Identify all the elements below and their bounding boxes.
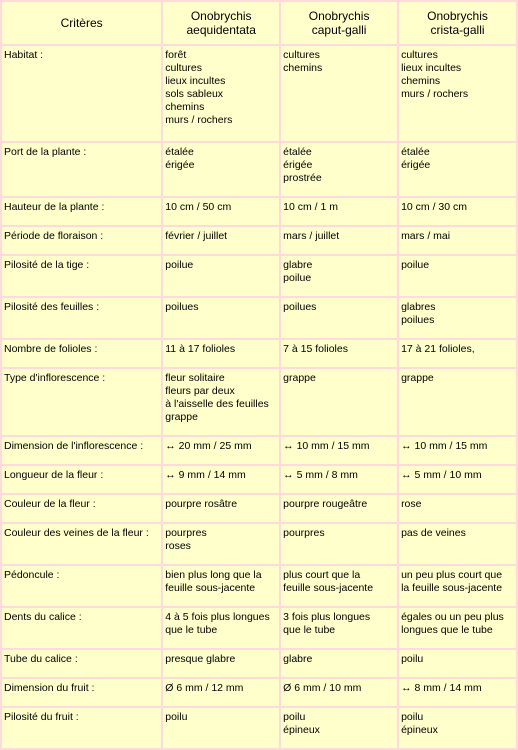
value-line: grappe (401, 372, 434, 384)
criterion-value (163, 524, 279, 564)
criterion-value (399, 198, 516, 225)
criterion-label: Période de floraison : (2, 227, 161, 254)
species-header-caput-galli (281, 2, 397, 44)
criterion-value (281, 227, 397, 254)
criterion-value (399, 369, 516, 435)
value-line: épineux (283, 724, 320, 736)
value-line: poilues (401, 314, 435, 326)
species-epithet: crista-galli (430, 23, 485, 37)
value-line: mars / mai (401, 230, 451, 242)
criterion-value (163, 495, 279, 522)
species-header-crista-galli (399, 2, 516, 44)
value-line: 3 fois plus longues (283, 611, 371, 623)
criterion-value (281, 340, 397, 367)
value-line: février / juillet (165, 230, 228, 242)
criterion-value (163, 466, 279, 493)
species-header-aequidentata (163, 2, 279, 44)
table-row (2, 369, 516, 435)
value-line: feuille sous-jacente (283, 582, 374, 594)
species-epithet: caput-galli (311, 23, 367, 37)
value-line: cultures (283, 49, 320, 61)
value-line: Ø 6 mm / 10 mm (283, 682, 362, 694)
table-row (2, 437, 516, 464)
table-row (2, 466, 516, 493)
criterion-label: Longueur de la fleur : (2, 466, 161, 493)
value-line: cultures (165, 62, 203, 74)
criterion-value (281, 495, 397, 522)
value-line: ↔ 10 mm / 15 mm (401, 440, 488, 452)
criterion-value (399, 143, 516, 196)
value-line: poilu (401, 653, 424, 665)
value-line: longues que le tube (401, 624, 493, 636)
criterion-label: Dimension du fruit : (2, 679, 161, 706)
criterion-value (281, 566, 397, 606)
value-line: glabre (283, 653, 313, 665)
table-row (2, 227, 516, 254)
species-genus: Onobrychis (308, 9, 370, 23)
value-line: fleur solitaire (165, 372, 225, 384)
species-epithet: aequidentata (186, 23, 256, 37)
value-line: 11 à 17 folioles (165, 343, 236, 355)
criterion-value (281, 466, 397, 493)
value-line: la feuille sous-jacente (401, 582, 503, 594)
value-line: pourpres (283, 527, 325, 539)
table-row (2, 198, 516, 225)
value-line: pourpre rosâtre (165, 498, 238, 510)
table-row (2, 679, 516, 706)
criterion-value (281, 198, 397, 225)
value-line: ↔ 9 mm / 14 mm (165, 469, 246, 481)
value-line: 4 à 5 fois plus longues (165, 611, 270, 623)
value-line: sols sableux (165, 88, 224, 100)
value-line: forêt (165, 49, 187, 61)
criteria-header: Critères (2, 2, 161, 44)
criterion-value (399, 437, 516, 464)
value-line: prostrée (283, 172, 322, 184)
value-line: ↔ 20 mm / 25 mm (165, 440, 252, 452)
table-row (2, 340, 516, 367)
criterion-value (399, 650, 516, 677)
value-line: étalée (401, 146, 430, 158)
value-line: 10 cm / 30 cm (401, 201, 468, 213)
criterion-label: Hauteur de la plante : (2, 198, 161, 225)
table-row (2, 495, 516, 522)
criterion-value (399, 340, 516, 367)
criterion-value (281, 298, 397, 338)
value-line: poilue (165, 259, 194, 271)
value-line: 10 cm / 50 cm (165, 201, 232, 213)
value-line: Ø 6 mm / 12 mm (165, 682, 244, 694)
value-line: pourpre rougeâtre (283, 498, 368, 510)
value-line: bien plus long que la (165, 569, 262, 581)
value-line: grappe (165, 411, 198, 423)
criterion-label: Pédoncule : (2, 566, 161, 606)
value-line: érigée (283, 159, 313, 171)
value-line: 17 à 21 folioles, (401, 343, 475, 355)
value-line: fleurs par deux (165, 385, 235, 397)
value-line: feuille sous-jacente (165, 582, 256, 594)
value-line: 7 à 15 folioles (283, 343, 348, 355)
criterion-label: Nombre de folioles : (2, 340, 161, 367)
criterion-value (399, 46, 516, 141)
criterion-value (163, 566, 279, 606)
criterion-value (281, 143, 397, 196)
criterion-value (399, 495, 516, 522)
table-row (2, 708, 516, 748)
value-line: 10 cm / 1 m (283, 201, 339, 213)
criterion-value (163, 608, 279, 648)
value-line: grappe (283, 372, 316, 384)
value-line: ↔ 10 mm / 15 mm (283, 440, 370, 452)
criterion-label: Couleur des veines de la fleur : (2, 524, 161, 564)
value-line: pas de veines (401, 527, 466, 539)
value-line: mars / juillet (283, 230, 340, 242)
value-line: poilues (283, 301, 317, 313)
criterion-label: Type d'inflorescence : (2, 369, 161, 435)
value-line: poilues (165, 301, 199, 313)
value-line: érigée (165, 159, 195, 171)
value-line: glabres (401, 301, 436, 313)
criterion-value (281, 650, 397, 677)
criterion-value (281, 708, 397, 748)
species-genus: Onobrychis (190, 9, 252, 23)
value-line: à l'aisselle des feuilles (165, 398, 269, 410)
value-line: plus court que la (283, 569, 361, 581)
table-row (2, 608, 516, 648)
criterion-value (281, 46, 397, 141)
criterion-value (163, 143, 279, 196)
value-line: étalée (165, 146, 194, 158)
value-line: pourpres (165, 527, 207, 539)
value-line: murs / rochers (401, 88, 469, 100)
criterion-label: Pilosité des feuilles : (2, 298, 161, 338)
criterion-value (281, 524, 397, 564)
value-line: que le tube (165, 624, 218, 636)
criterion-value (163, 437, 279, 464)
header-row (2, 2, 516, 44)
criterion-value (281, 608, 397, 648)
criterion-value (163, 256, 279, 296)
value-line: glabre (283, 259, 313, 271)
criterion-value (163, 46, 279, 141)
value-line: rose (401, 498, 422, 510)
criterion-value (399, 227, 516, 254)
value-line: étalée (283, 146, 312, 158)
criterion-value (281, 256, 397, 296)
value-line: ↔ 5 mm / 8 mm (283, 469, 358, 481)
value-line: un peu plus court que (401, 569, 503, 581)
criterion-label: Port de la plante : (2, 143, 161, 196)
value-line: lieux incultes (165, 75, 226, 87)
value-line: que le tube (283, 624, 336, 636)
value-line: presque glabre (165, 653, 236, 665)
criterion-value (163, 708, 279, 748)
value-line: chemins (283, 62, 323, 74)
criterion-value (281, 369, 397, 435)
species-genus: Onobrychis (427, 9, 488, 23)
value-line: égales ou un peu plus (401, 611, 504, 623)
value-line: ↔ 5 mm / 10 mm (401, 469, 482, 481)
value-line: lieux incultes (401, 62, 462, 74)
value-line: poilu (283, 711, 306, 723)
value-line: érigée (401, 159, 431, 171)
criterion-label: Tube du calice : (2, 650, 161, 677)
criterion-value (399, 566, 516, 606)
criterion-label: Couleur de la fleur : (2, 495, 161, 522)
criterion-label: Dimension de l'inflorescence : (2, 437, 161, 464)
value-line: poilu (165, 711, 188, 723)
value-line: épineux (401, 724, 438, 736)
criterion-value (163, 650, 279, 677)
table-row (2, 566, 516, 606)
criterion-label: Dents du calice : (2, 608, 161, 648)
value-line: murs / rochers (165, 114, 233, 126)
criterion-value (399, 256, 516, 296)
value-line: poilue (283, 272, 312, 284)
criterion-value (281, 437, 397, 464)
value-line: cultures (401, 49, 438, 61)
criterion-value (163, 227, 279, 254)
value-line: roses (165, 540, 191, 552)
criterion-value (163, 298, 279, 338)
criterion-value (399, 708, 516, 748)
criterion-value (163, 369, 279, 435)
value-line: poilu (401, 711, 424, 723)
criterion-value (163, 679, 279, 706)
criterion-label: Habitat : (2, 46, 161, 141)
value-line: ↔ 8 mm / 14 mm (401, 682, 482, 694)
criterion-value (163, 340, 279, 367)
table-row (2, 46, 516, 141)
criterion-value (399, 466, 516, 493)
value-line: poilue (401, 259, 430, 271)
value-line: chemins (401, 75, 441, 87)
table-row (2, 650, 516, 677)
table-row (2, 256, 516, 296)
criterion-label: Pilosité du fruit : (2, 708, 161, 748)
criterion-value (163, 198, 279, 225)
value-line: chemins (165, 101, 205, 113)
table-row (2, 143, 516, 196)
criterion-label: Pilosité de la tige : (2, 256, 161, 296)
criterion-value (399, 608, 516, 648)
criterion-value (281, 679, 397, 706)
table-row (2, 298, 516, 338)
criterion-value (399, 524, 516, 564)
criterion-value (399, 298, 516, 338)
criterion-value (399, 679, 516, 706)
table-row (2, 524, 516, 564)
